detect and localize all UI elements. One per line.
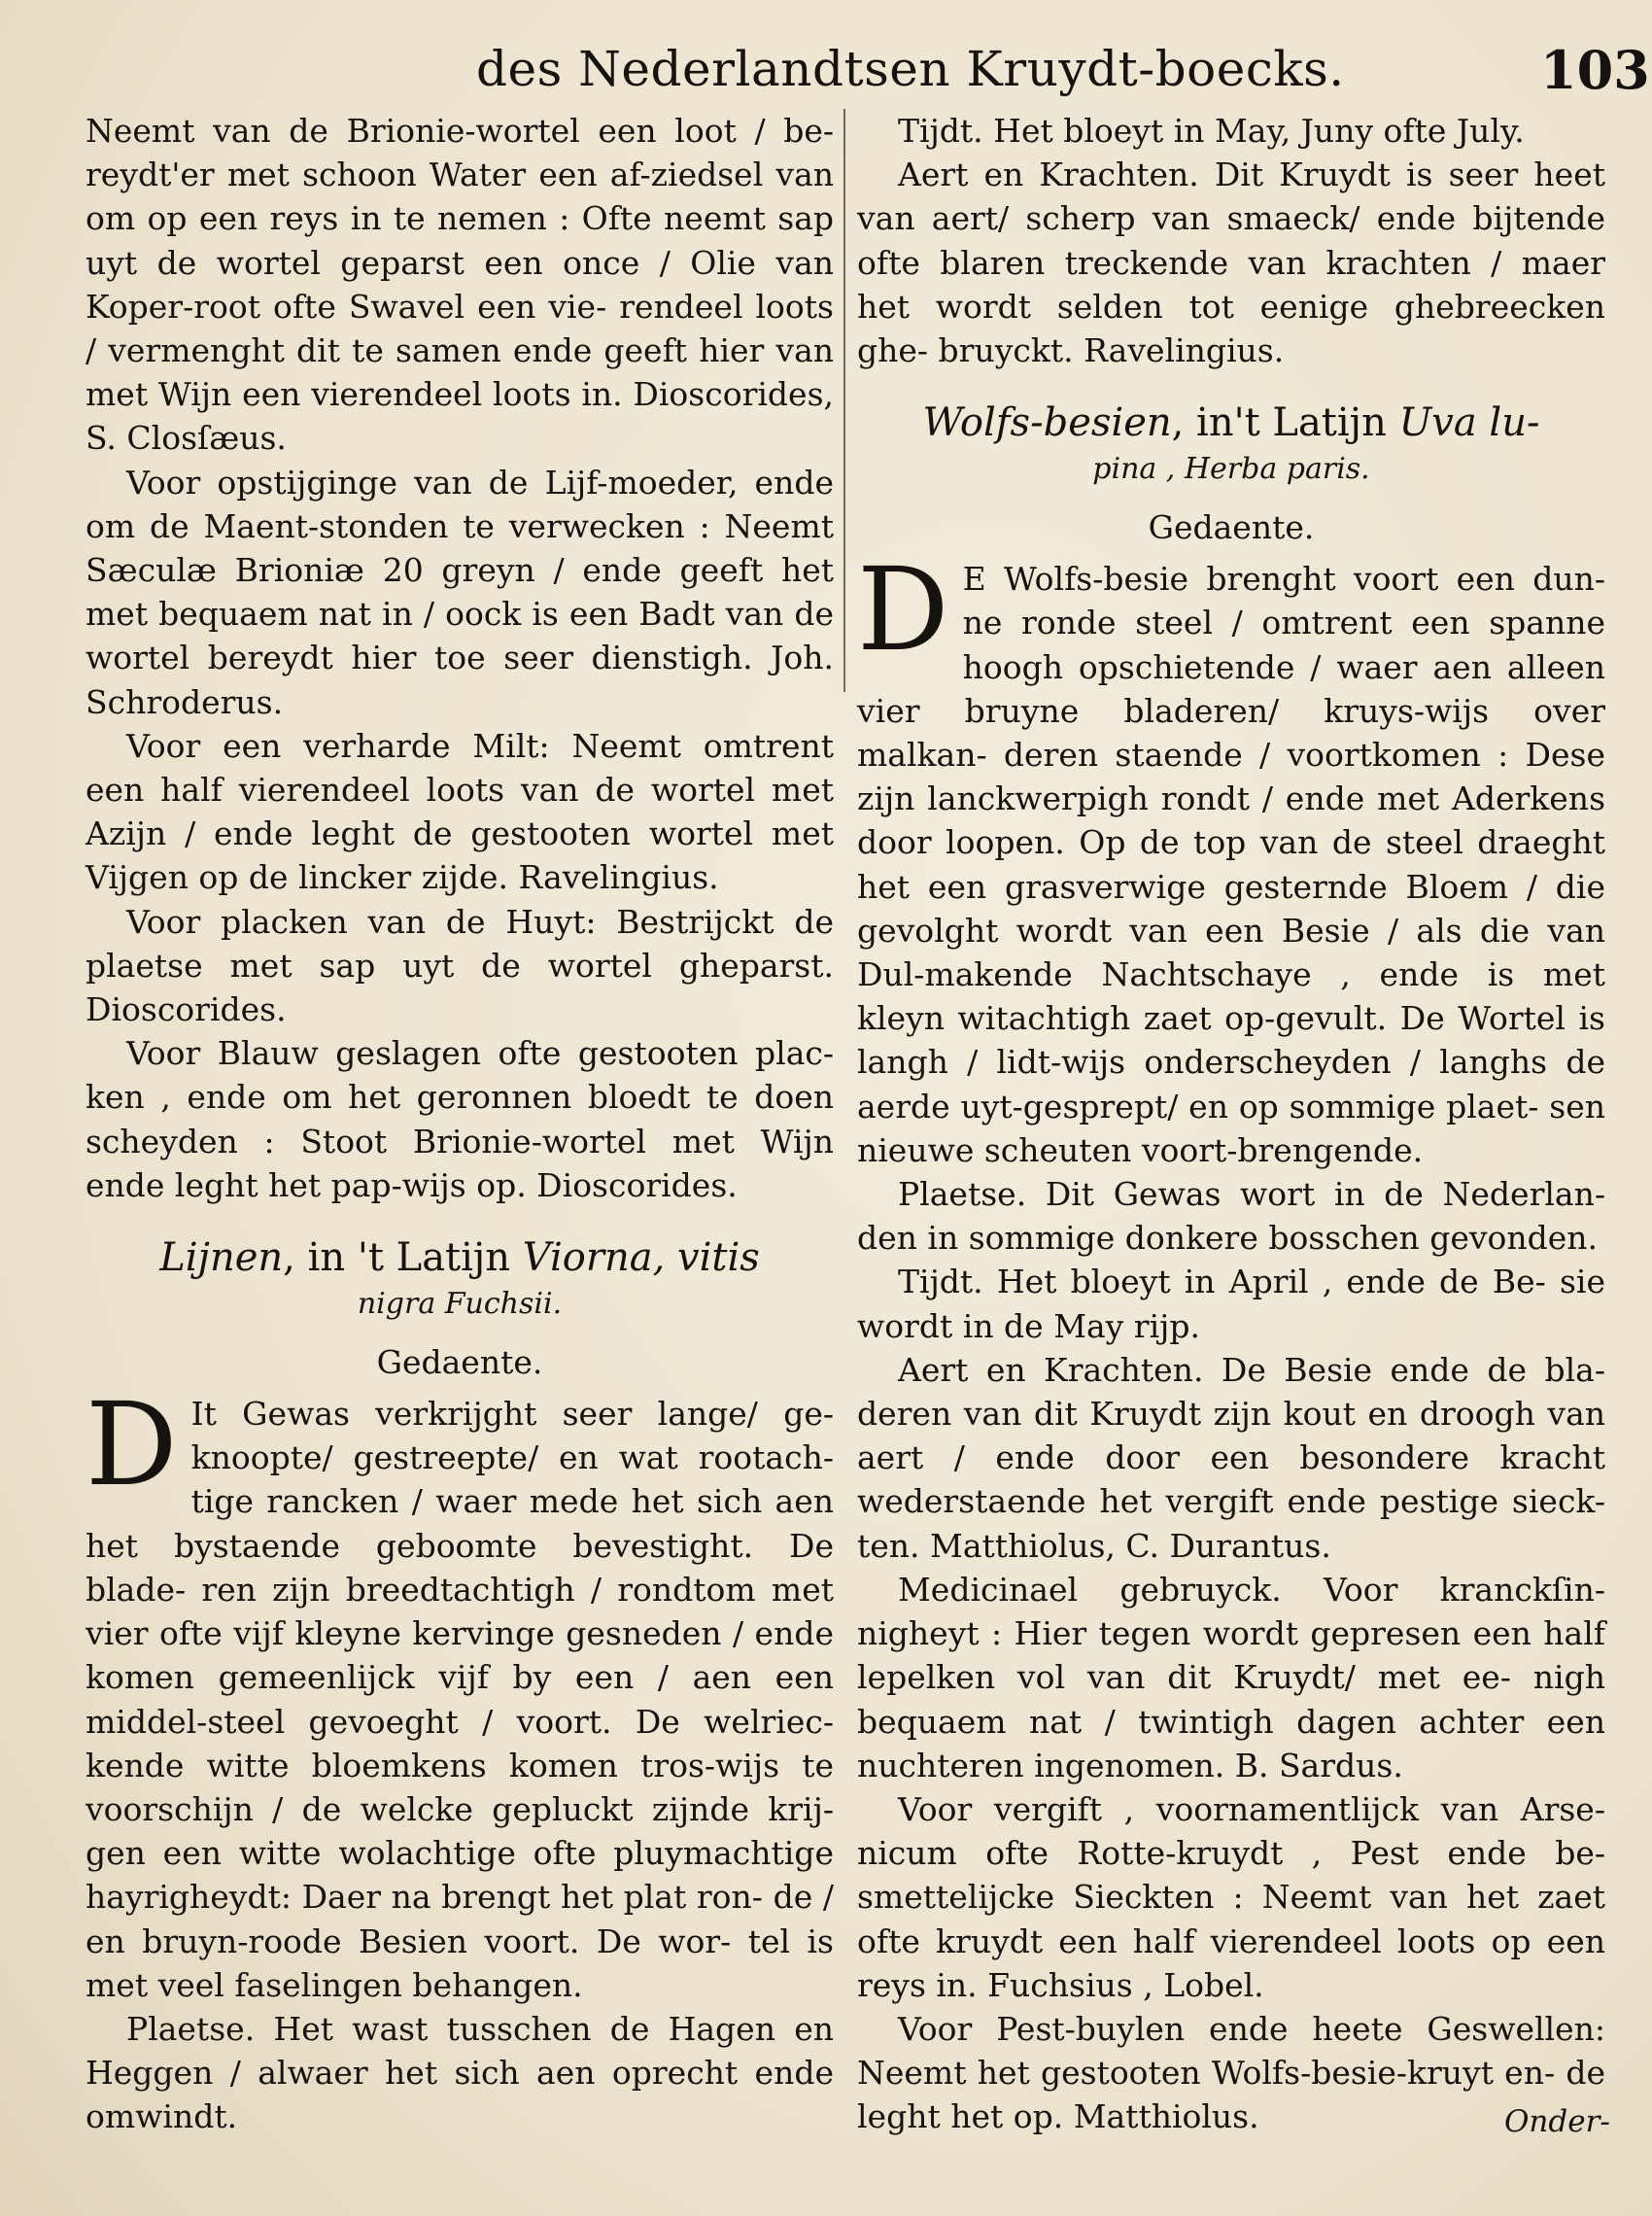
paragraph: Medicinael gebruyck. Voor kranckſin- nigheyt : Hier tegen wordt gepresen een half lepelken vol van dit Kruydt/ met ee- nigh bequaem nat / twintigh dagen achter een nuchteren ingenomen. B. Sardus. (857, 1570, 1605, 1784)
paragraph: Voor opstijginge van de Lijf-moeder, ende om de Maent-stonden te verwecken : Neemt Sæculæ Brioniæ 20 greyn / ende geeft het met bequaem nat in / oock is een Badt van de wortel bereydt hier toe seer dienstigh. Joh. Schroderus. (86, 463, 834, 721)
heading-name: Lijnen (159, 1235, 284, 1281)
description-paragraph (857, 542, 1605, 1172)
paragraph: Voor Blauw geslagen ofte gestooten plac- ken , ende om het geronnen bloedt te doen scheyden : Stoot Brionie-wortel met Wijn ende leght het pap-wijs op. Dioscorides. (86, 1034, 834, 1204)
section-heading-lijnen (86, 1232, 834, 1283)
section-heading-wolfs-besien (857, 398, 1605, 448)
drop-cap: D (857, 542, 949, 677)
heading-subline: nigra Fuchsii. (357, 1287, 563, 1322)
description-text: It Gewas verkrijght seer lange/ ge- knoopte/ gestreepte/ en wat rootach- tige rancken / waer mede het sich aen het bystaende geboomte bevestight. De blade- ren zijn breedtachtigh / rondtom met vier ofte vijf kleyne kervinge gesneden / ende komen gemeenlijck vijf by een / aen een middel-steel gevoeght / voort. De welriec- kende witte bloemkens komen tros-wijs te voorschijn / de welcke gepluckt zijnde krij- gen een witte wolachtige ofte pluymachtige hayrigheydt: Daer na brengt het plat ron- de / en bruyn-roode Besien voort. De wor- tel is met veel faselingen behangen. (86, 1395, 834, 2004)
running-head (0, 41, 1652, 109)
paragraph: Plaetse. Dit Gewas wort in de Nederlan- den in sommige donkere bosschen gevonden. (857, 1175, 1605, 1258)
right-column (857, 109, 1605, 2139)
page-number: 103 (1540, 39, 1650, 101)
left-column (86, 109, 834, 2139)
drop-cap: D (86, 1377, 178, 1512)
heading-latin-name: Uva lu- (1398, 400, 1540, 446)
catchword: Onder- (1504, 2104, 1610, 2139)
description-text: E Wolfs-besie brenght voort een dun- ne ronde steel / omtrent een spanne hoogh opschietende / waer aen alleen vier bruyne bladeren/ kruys-wijs over malkan- deren staende / voortkomen : Dese zijn lanckwerpigh rondt / ende met Aderkens door loopen. Op de top van de steel draeght het een grasverwige gesternde Bloem / die gevolght wordt van een Besie / als die van Dul-makende Nachtschaye , ende is met kleyn witachtigh zaet op-gevult. De Wortel is langh / lidt-wijs onderscheyden / langhs de aerde uyt-gesprept/ en op sommige plaet- sen nieuwe scheuten voort-brengende. (857, 560, 1605, 1169)
plaetse-paragraph: Plaetse. Het wast tusschen de Hagen en Heggen / alwaer het sich aen oprecht ende omwindt. (86, 2009, 834, 2136)
gedaente-label: Gedaente. (1148, 508, 1315, 547)
paragraph: Aert en Krachten. Dit Kruydt is seer heet van aert/ scherp van smaeck/ ende bijtende ofte blaren treckende van krachten / maer het wordt selden tot eenige ghebreecken ghe- bruyckt. Ravelingius. (857, 156, 1605, 370)
heading-latin-label: , in't Latijn (1171, 400, 1399, 446)
heading-latin-label: , in 't Latijn (283, 1235, 523, 1281)
gedaente-label: Gedaente. (376, 1343, 543, 1382)
paragraph: Voor vergift , voornamentlijck van Arse- nicum ofte Rotte-kruydt , Pest ende be- smettelijcke Sieckten : Neemt van het zaet ofte kruydt een half vierendeel loots op een reys in. Fuchsius , Lobel. (857, 1789, 1605, 2004)
column-rule (843, 109, 845, 692)
paragraph: Voor een verharde Milt: Neemt omtrent een half vierendeel loots van de wortel met Azijn / ende leght de gestooten wortel met Vijgen op de lincker zijde. Ravelingius. (86, 726, 834, 897)
running-title: des Nederlandtsen Kruydt-boecks. (476, 41, 1345, 97)
description-paragraph (86, 1377, 834, 2007)
heading-name: Wolfs-besien (922, 400, 1172, 446)
paragraph: Neemt van de Brionie-wortel een loot / be- reydt'er met schoon Water een af-ziedsel van om op een reys in te nemen : Ofte neemt sap uyt de wortel geparst een once / Olie van Koper-root ofte Swavel een vie- rendeel loots / vermenght dit te samen ende geeft hier van met Wijn een vierendeel loots in. Dioscorides, S. Closſæus. (86, 112, 834, 458)
heading-latin-name: Viorna, vitis (522, 1235, 760, 1281)
paragraph: Voor placken van de Huyt: Bestrijckt de plaetse met sap uyt de wortel gheparst. Dioscorides. (86, 902, 834, 1029)
paragraph: Tijdt. Het bloeyt in April , ende de Be- sie wordt in de May rijp. (857, 1263, 1605, 1345)
heading-subline: pina , Herba paris. (1092, 452, 1370, 487)
paragraph: Voor Pest-buylen ende heete Geswellen: Neemt het gestooten Wolfs-besie-kruyt en- de leght het op. Matthiolus. (857, 2009, 1605, 2136)
paragraph: Tijdt. Het bloeyt in May, Juny ofte July. (898, 112, 1525, 150)
paragraph: Aert en Krachten. De Besie ende de bla- deren van dit Kruydt zijn kout en droogh van aert / ende door een besondere kracht wederstaende het vergift ende pestige sieck- ten. Matthiolus, C. Durantus. (857, 1350, 1605, 1565)
